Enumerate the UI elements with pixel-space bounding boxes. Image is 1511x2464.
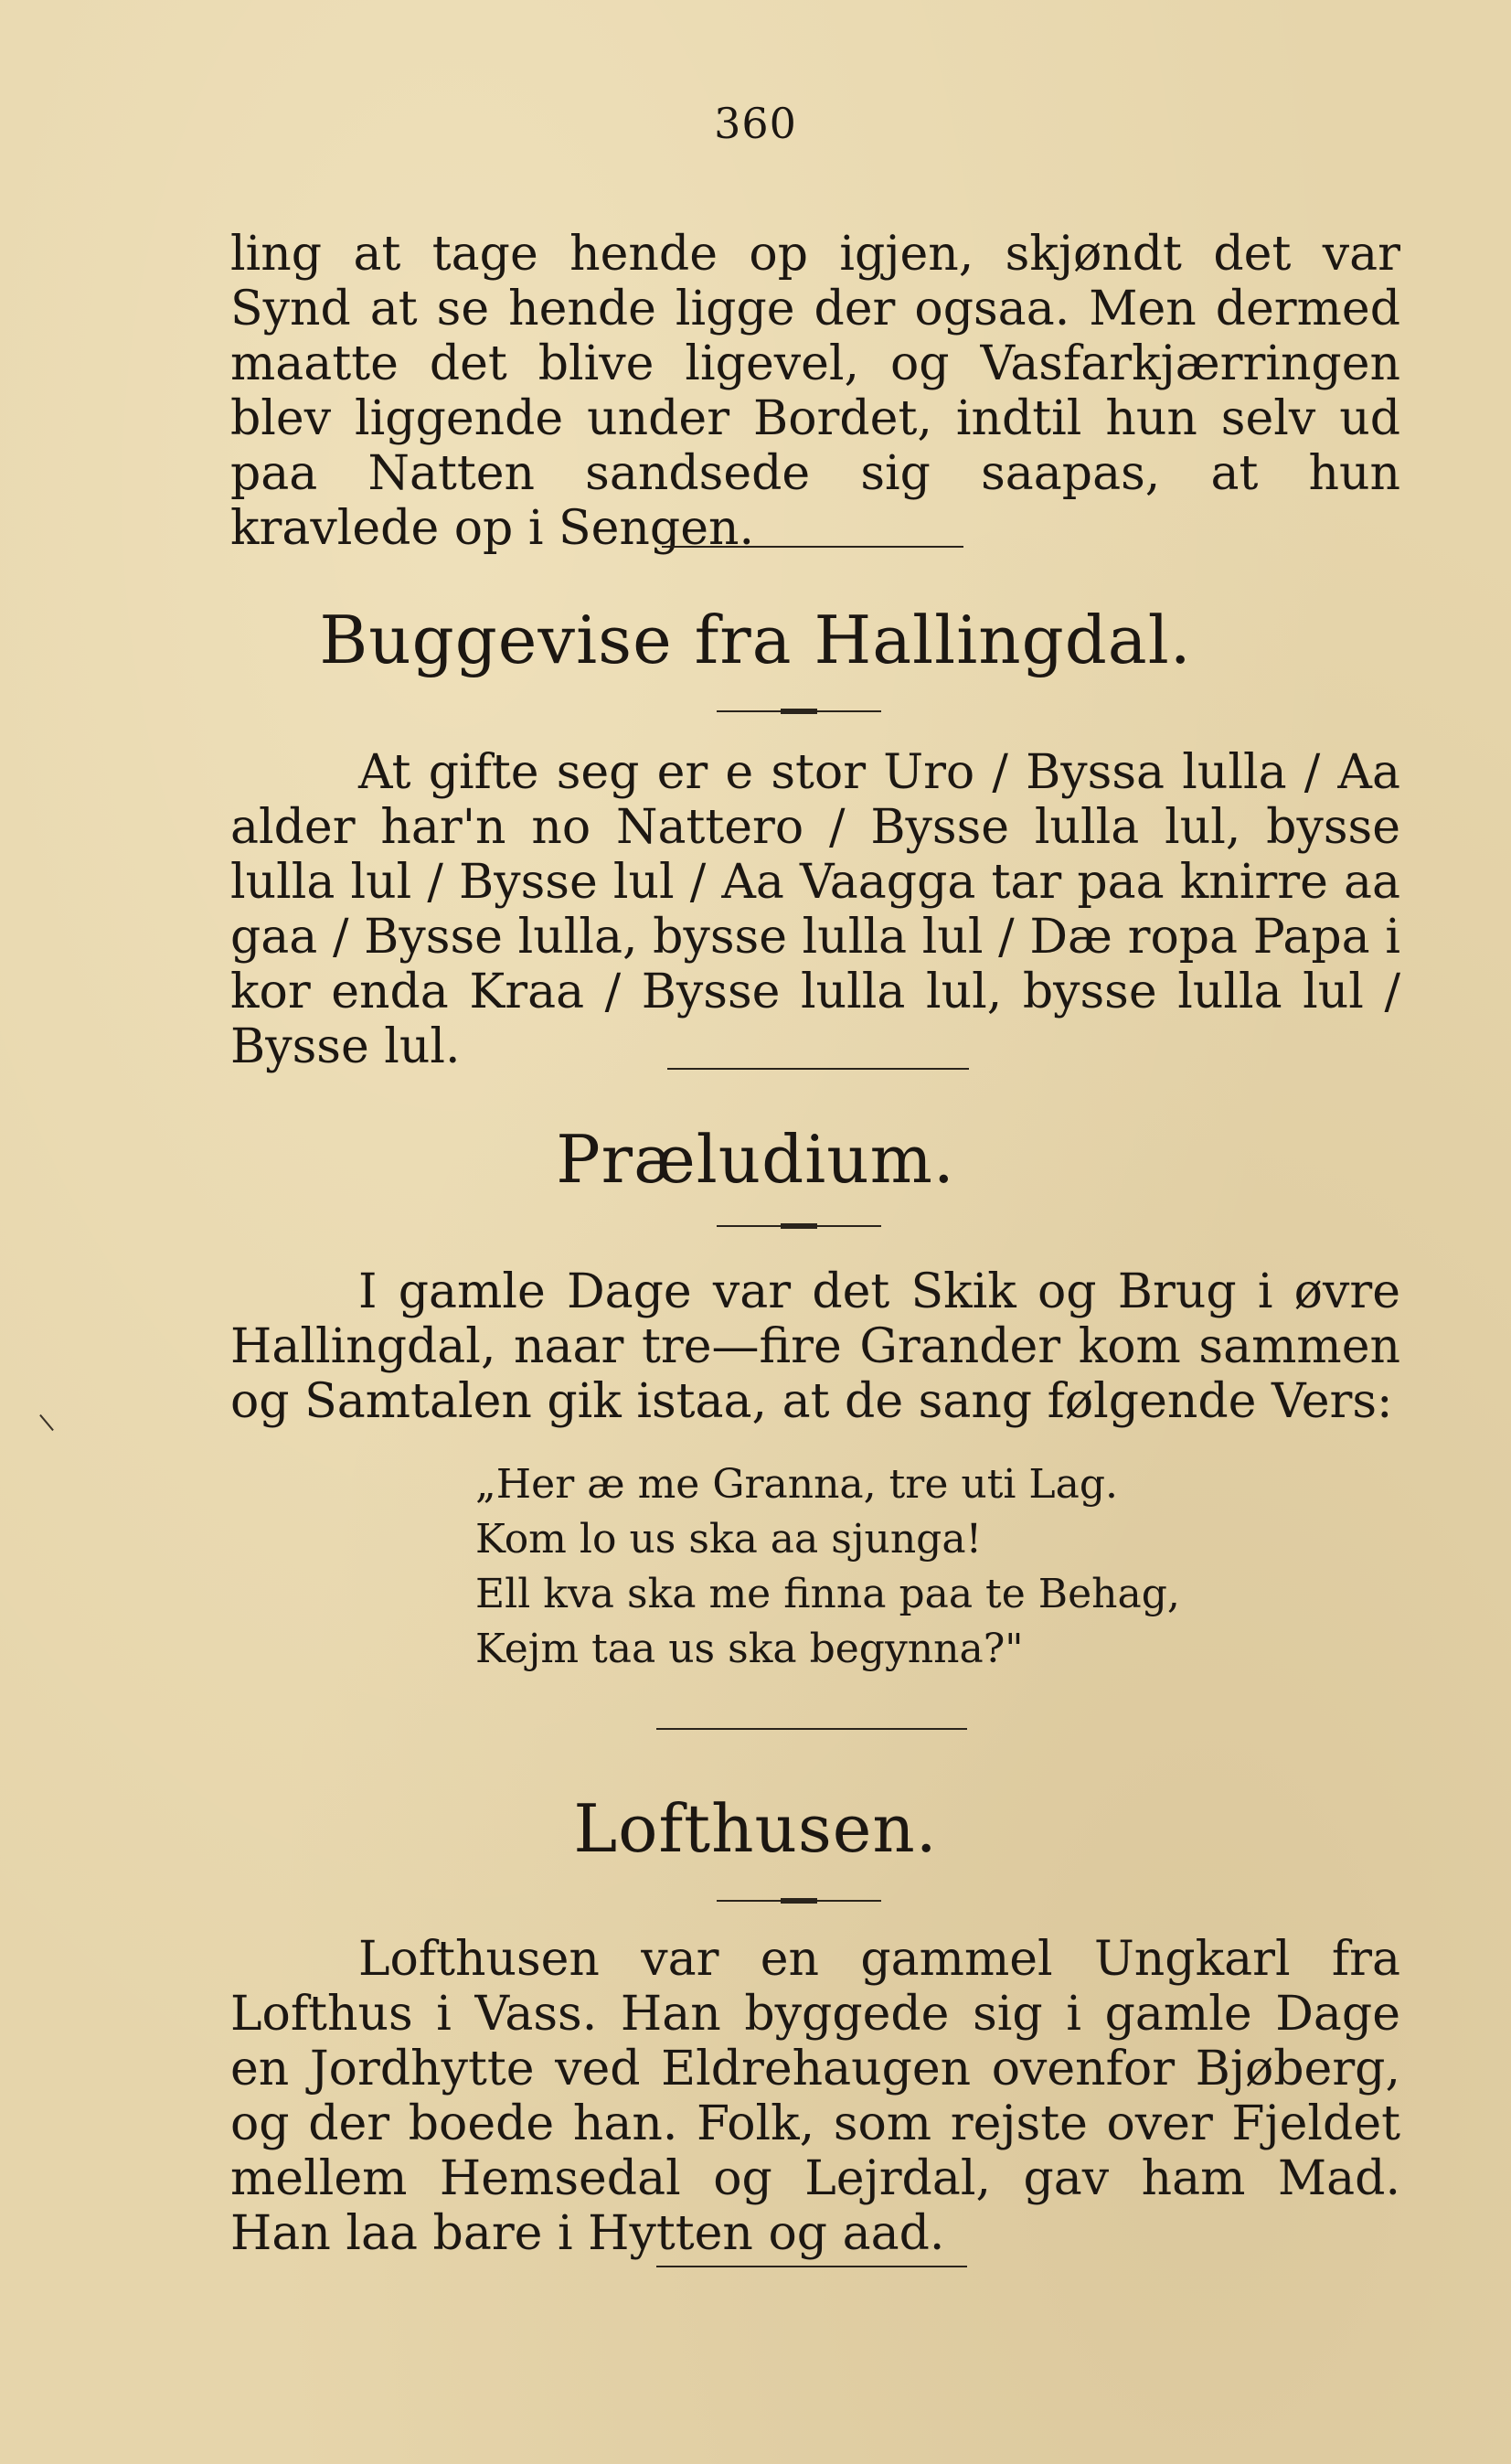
section-title-buggevise: Buggevise fra Hallingdal.	[319, 602, 1192, 678]
lofthusen-paragraph	[230, 1932, 1400, 2261]
buggevise-text: At gifte seg er e stor Uro / Byssa lulla / Aa alder har'n no Nattero / Bysse lulla lul, bysse lulla lul / Bysse lul / Aa Vaagga tar paa knirre aa gaa / Bysse lulla, bysse lulla lul / Dæ ropa Papa i kor enda Kraa / Bysse lulla lul, bysse lulla lul / Bysse lul.	[230, 745, 1400, 1074]
praeludium-text: I gamle Dage var det Skik og Brug i øvre Hallingdal, naar tre—fire Grander kom sammen og Samtalen gik istaa, at de sang følgende Vers:	[230, 1264, 1400, 1429]
intro-paragraph: ling at tage hende op igjen, skjøndt det var Synd at se hende ligge der ogsaa. Men dermed maatte det blive ligevel, og Vasfarkjærringen blev liggende under Bordet, indtil hun selv ud paa Natten sandsede sig saapas, at hun kravlede op i Sengen.	[230, 227, 1400, 556]
section-divider	[656, 1728, 967, 1730]
verse-line: „Her æ me Granna, tre uti Lag.	[475, 1461, 1119, 1508]
title-ornament	[717, 710, 881, 712]
verse-line: Ell kva ska me finna paa te Behag,	[475, 1571, 1180, 1617]
stray-pen-mark	[39, 1414, 54, 1431]
verse-line: Kom lo us ska aa sjunga!	[475, 1516, 983, 1563]
title-ornament	[717, 1900, 881, 1902]
section-title-lofthusen: Lofthusen.	[573, 1790, 938, 1867]
praeludium-paragraph	[230, 1264, 1400, 1429]
section-divider	[667, 1068, 969, 1070]
title-ornament	[717, 1225, 881, 1227]
page-number: 360	[714, 99, 797, 148]
section-title-praeludium: Præludium.	[556, 1121, 955, 1198]
verse-line: Kejm taa us ska begynna?"	[475, 1626, 1024, 1672]
buggevise-paragraph	[230, 745, 1400, 1074]
verse-block	[475, 1457, 1180, 1677]
section-divider	[656, 2266, 967, 2267]
lofthusen-text: Lofthusen var en gammel Ungkarl fra Lofthus i Vass. Han byggede sig i gamle Dage en Jordhytte ved Eldrehaugen ovenfor Bjøberg, og der boede han. Folk, som rejste over Fjeldet mellem Hemsedal og Lejrdal, gav ham Mad. Han laa bare i Hytten og aad.	[230, 1932, 1400, 2261]
section-divider	[662, 546, 963, 548]
